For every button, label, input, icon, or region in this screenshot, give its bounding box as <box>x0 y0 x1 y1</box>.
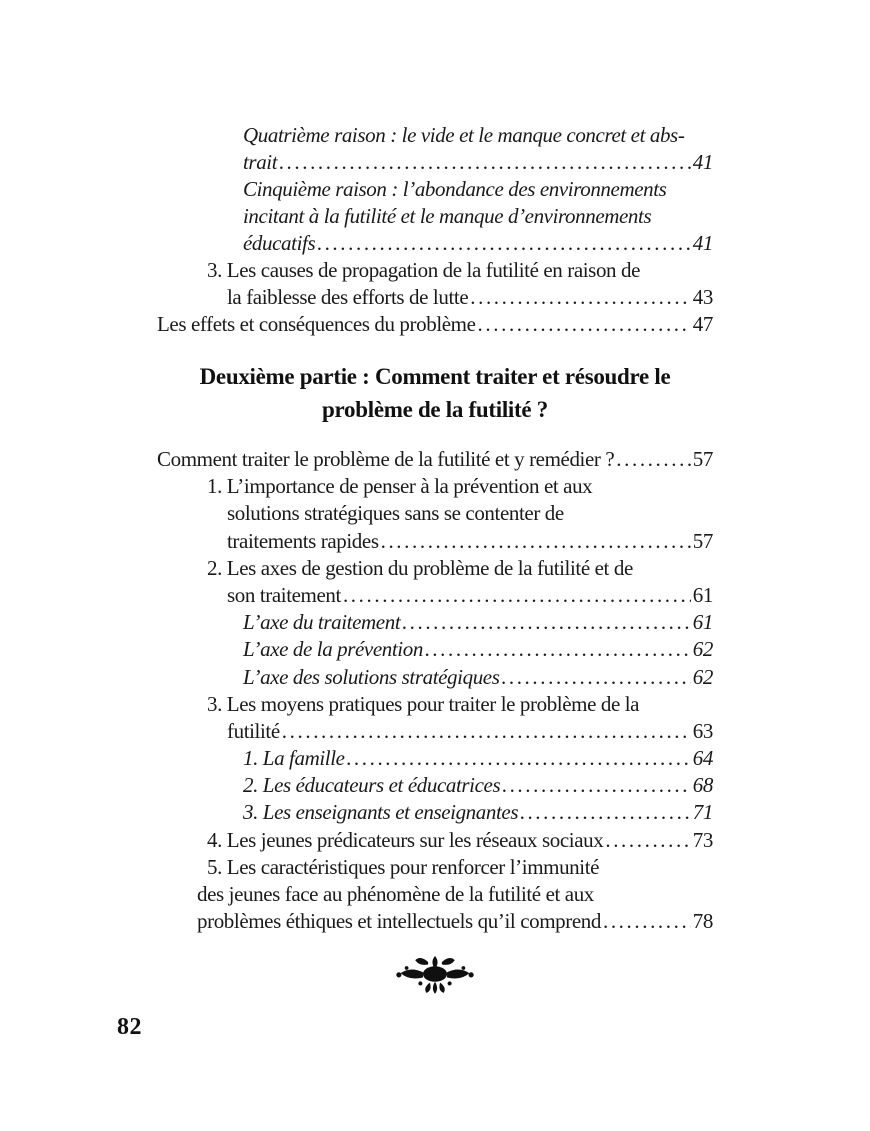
toc-page-number: 47 <box>692 312 713 336</box>
toc-page-number: 61 <box>692 610 713 635</box>
toc-page-number: 73 <box>692 827 713 852</box>
toc-entry-text: des jeunes face au phénomène de la futilité et aux <box>197 882 594 906</box>
dot-leader <box>402 609 691 636</box>
toc-entry-text: Cinquième raison : l’abondance des environnements <box>243 177 667 201</box>
toc-page-number: 63 <box>692 718 713 743</box>
toc-page-number: 57 <box>692 447 713 471</box>
toc-entry-text: L’axe du traitement <box>243 610 401 635</box>
toc-entry-text: problèmes éthiques et intellectuels qu’il comprend <box>197 909 601 934</box>
toc-page-number: 62 <box>692 637 713 662</box>
dot-leader <box>317 230 691 257</box>
toc-entry-text: Quatrième raison : le vide et le manque concret et abs- <box>243 123 685 147</box>
dot-leader <box>603 908 691 935</box>
part-heading <box>157 360 713 426</box>
toc-row <box>157 149 713 176</box>
toc-row <box>157 582 713 609</box>
toc-row <box>157 664 713 691</box>
dot-leader <box>520 799 691 826</box>
part-heading-line: problème de la futilité ? <box>322 397 548 422</box>
toc-entry-text: Les effets et conséquences du problème <box>157 312 476 336</box>
toc-row <box>157 555 713 582</box>
dot-leader <box>478 311 691 338</box>
toc-row <box>157 230 713 257</box>
toc-page-number: 41 <box>692 150 713 174</box>
dot-leader <box>279 149 691 176</box>
toc-page-number: 61 <box>692 582 713 607</box>
toc-row <box>157 311 713 338</box>
toc-page-number: 57 <box>692 528 713 553</box>
toc-row <box>157 500 713 527</box>
toc-row <box>157 473 713 500</box>
dot-leader <box>347 745 691 772</box>
toc-row <box>157 908 713 935</box>
toc-page-number: 43 <box>692 285 713 309</box>
toc-entry-text: 3. Les causes de propagation de la futilité en raison de <box>207 258 641 282</box>
toc-row <box>157 772 713 799</box>
toc-entry-text: la faiblesse des efforts de lutte <box>227 285 469 309</box>
toc-entry-text: 2. Les éducateurs et éducatrices <box>243 773 501 798</box>
toc-page-number: 71 <box>692 800 713 825</box>
dot-leader <box>381 528 691 555</box>
toc-entry-text: 2. Les axes de gestion du problème de la futilité et de <box>207 555 633 580</box>
toc-entry-text: trait <box>243 150 278 174</box>
dot-leader <box>502 664 691 691</box>
toc-section-top <box>157 122 713 338</box>
toc-row <box>157 718 713 745</box>
toc-entry-text: 4. Les jeunes prédicateurs sur les réseaux sociaux <box>207 827 604 852</box>
toc-entry-text: solutions stratégiques sans se contenter de <box>227 501 564 526</box>
toc-row <box>157 203 713 230</box>
toc-row <box>157 176 713 203</box>
toc-row <box>157 691 713 718</box>
toc-entry-text: 5. Les caractéristiques pour renforcer l’immunité <box>207 854 600 879</box>
toc-row <box>157 609 713 636</box>
toc-entry-text: traitements rapides <box>227 528 379 553</box>
part-heading-line: Deuxième partie : Comment traiter et résoudre le <box>199 364 671 389</box>
dot-leader <box>502 772 691 799</box>
toc-entry-text: son traitement <box>227 582 341 607</box>
toc-entry-text: 1. L’importance de penser à la prévention et aux <box>207 474 593 499</box>
toc-entry-text: L’axe de la prévention <box>243 637 423 662</box>
page-number: 82 <box>117 1014 142 1040</box>
dot-leader <box>282 718 691 745</box>
toc-page-number: 64 <box>692 746 713 771</box>
toc-row <box>157 854 713 881</box>
toc-row <box>157 827 713 854</box>
dot-leader <box>343 582 691 609</box>
toc-entry-text: 3. Les moyens pratiques pour traiter le problème de la <box>207 691 640 716</box>
toc-page-number: 68 <box>692 773 713 798</box>
toc-entry-text: incitant à la futilité et le manque d’environnements <box>243 204 652 228</box>
toc-row <box>157 528 713 555</box>
toc-row <box>157 881 713 908</box>
toc-row <box>157 257 713 284</box>
toc-entry-text: éducatifs <box>243 231 316 255</box>
toc-entry-text: 3. Les enseignants et enseignantes <box>243 800 519 825</box>
toc-page-number: 78 <box>692 909 713 934</box>
toc-row <box>157 122 713 149</box>
fleuron-icon <box>392 946 478 1002</box>
dot-leader <box>616 446 691 473</box>
dot-leader <box>425 636 691 663</box>
dot-leader <box>470 284 691 311</box>
toc-row <box>157 745 713 772</box>
toc-entry-text: Comment traiter le problème de la futilité et y remédier ? <box>157 447 615 471</box>
toc-row <box>157 446 713 473</box>
toc-entry-text: futilité <box>227 718 280 743</box>
toc-section-main <box>157 446 713 935</box>
toc-page-number: 41 <box>692 231 713 255</box>
dot-leader <box>605 827 690 854</box>
toc-row <box>157 799 713 826</box>
toc-row <box>157 284 713 311</box>
toc-page-number: 62 <box>692 664 713 689</box>
toc-row <box>157 636 713 663</box>
toc-entry-text: 1. La famille <box>243 746 345 771</box>
toc-entry-text: L’axe des solutions stratégiques <box>243 664 500 689</box>
